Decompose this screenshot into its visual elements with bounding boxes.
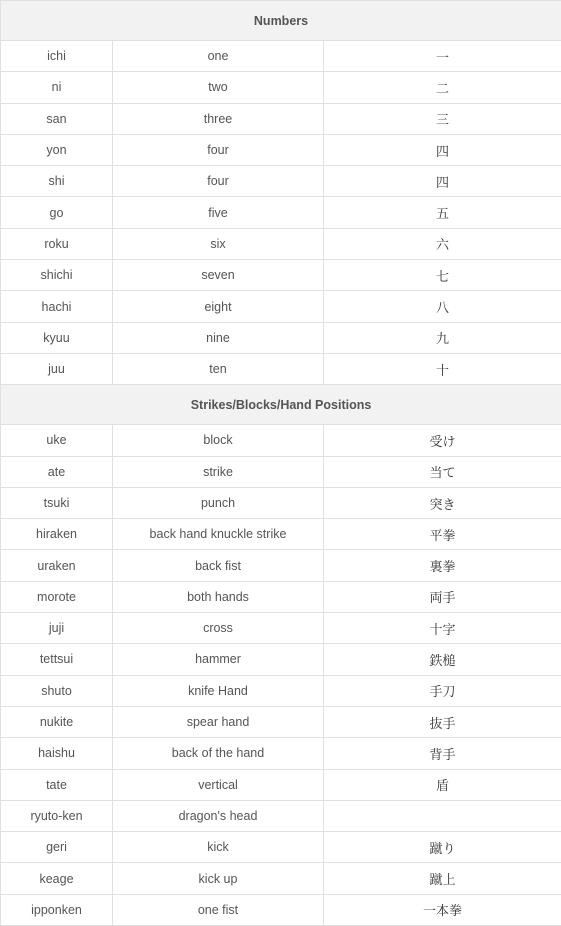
section-header-row: [1, 385, 561, 425]
english-cell: six: [113, 228, 324, 259]
table-row: [1, 353, 561, 384]
table-row: [1, 166, 561, 197]
english-cell: back fist: [113, 550, 324, 581]
kanji-cell: 四: [324, 134, 561, 165]
table-row: [1, 644, 561, 675]
romaji-cell: san: [1, 103, 113, 134]
romaji-cell: tsuki: [1, 487, 113, 518]
romaji-cell: tettsui: [1, 644, 113, 675]
kanji-cell: 抜手: [324, 706, 561, 737]
romaji-cell: hiraken: [1, 519, 113, 550]
romaji-cell: go: [1, 197, 113, 228]
table-row: [1, 675, 561, 706]
english-cell: knife Hand: [113, 675, 324, 706]
kanji-cell: 手刀: [324, 675, 561, 706]
english-cell: four: [113, 134, 324, 165]
kanji-cell: 一本拳: [324, 894, 561, 925]
romaji-cell: juji: [1, 613, 113, 644]
english-cell: seven: [113, 260, 324, 291]
english-cell: back of the hand: [113, 738, 324, 769]
kanji-cell: 三: [324, 103, 561, 134]
table-row: [1, 72, 561, 103]
english-cell: four: [113, 166, 324, 197]
kanji-cell: 背手: [324, 738, 561, 769]
kanji-cell: 九: [324, 322, 561, 353]
english-cell: one fist: [113, 894, 324, 925]
english-cell: spear hand: [113, 706, 324, 737]
table-row: [1, 134, 561, 165]
section-title: Strikes/Blocks/Hand Positions: [1, 385, 561, 425]
english-cell: punch: [113, 487, 324, 518]
table-row: [1, 769, 561, 800]
kanji-cell: 一: [324, 41, 561, 72]
romaji-cell: ipponken: [1, 894, 113, 925]
kanji-cell: [324, 800, 561, 831]
table-row: [1, 581, 561, 612]
section-title: Numbers: [1, 1, 561, 41]
kanji-cell: 裏拳: [324, 550, 561, 581]
romaji-cell: shuto: [1, 675, 113, 706]
romaji-cell: tate: [1, 769, 113, 800]
table-row: [1, 800, 561, 831]
romaji-cell: shi: [1, 166, 113, 197]
english-cell: strike: [113, 456, 324, 487]
romaji-cell: morote: [1, 581, 113, 612]
table-row: [1, 197, 561, 228]
kanji-cell: 鉄槌: [324, 644, 561, 675]
table-row: [1, 41, 561, 72]
table-row: [1, 832, 561, 863]
english-cell: vertical: [113, 769, 324, 800]
english-cell: hammer: [113, 644, 324, 675]
kanji-cell: 受け: [324, 425, 561, 456]
romaji-cell: roku: [1, 228, 113, 259]
kanji-cell: 二: [324, 72, 561, 103]
table-row: [1, 228, 561, 259]
kanji-cell: 当て: [324, 456, 561, 487]
romaji-cell: keage: [1, 863, 113, 894]
table-row: [1, 863, 561, 894]
kanji-cell: 盾: [324, 769, 561, 800]
english-cell: back hand knuckle strike: [113, 519, 324, 550]
romaji-cell: uraken: [1, 550, 113, 581]
english-cell: dragon's head: [113, 800, 324, 831]
english-cell: both hands: [113, 581, 324, 612]
kanji-cell: 十: [324, 353, 561, 384]
english-cell: two: [113, 72, 324, 103]
kanji-cell: 両手: [324, 581, 561, 612]
table-row: [1, 291, 561, 322]
section-header-row: [1, 1, 561, 41]
table-row: [1, 519, 561, 550]
table-row: [1, 103, 561, 134]
table-row: [1, 260, 561, 291]
romaji-cell: ni: [1, 72, 113, 103]
english-cell: three: [113, 103, 324, 134]
table-row: [1, 425, 561, 456]
kanji-cell: 八: [324, 291, 561, 322]
kanji-cell: 蹴り: [324, 832, 561, 863]
table-row: [1, 456, 561, 487]
romaji-cell: ichi: [1, 41, 113, 72]
english-cell: eight: [113, 291, 324, 322]
kanji-cell: 六: [324, 228, 561, 259]
english-cell: one: [113, 41, 324, 72]
romaji-cell: hachi: [1, 291, 113, 322]
kanji-cell: 突き: [324, 487, 561, 518]
kanji-cell: 四: [324, 166, 561, 197]
kanji-cell: 平拳: [324, 519, 561, 550]
romaji-cell: ryuto-ken: [1, 800, 113, 831]
romaji-cell: juu: [1, 353, 113, 384]
romaji-cell: kyuu: [1, 322, 113, 353]
english-cell: cross: [113, 613, 324, 644]
table-row: [1, 322, 561, 353]
english-cell: five: [113, 197, 324, 228]
english-cell: kick up: [113, 863, 324, 894]
english-cell: kick: [113, 832, 324, 863]
romaji-cell: shichi: [1, 260, 113, 291]
kanji-cell: 五: [324, 197, 561, 228]
vocabulary-table-body: [1, 1, 561, 926]
table-row: [1, 894, 561, 925]
kanji-cell: 十字: [324, 613, 561, 644]
english-cell: nine: [113, 322, 324, 353]
kanji-cell: 七: [324, 260, 561, 291]
english-cell: block: [113, 425, 324, 456]
table-row: [1, 706, 561, 737]
romaji-cell: yon: [1, 134, 113, 165]
table-row: [1, 738, 561, 769]
kanji-cell: 蹴上: [324, 863, 561, 894]
romaji-cell: haishu: [1, 738, 113, 769]
romaji-cell: geri: [1, 832, 113, 863]
romaji-cell: uke: [1, 425, 113, 456]
english-cell: ten: [113, 353, 324, 384]
table-row: [1, 487, 561, 518]
table-row: [1, 550, 561, 581]
table-row: [1, 613, 561, 644]
romaji-cell: nukite: [1, 706, 113, 737]
romaji-cell: ate: [1, 456, 113, 487]
